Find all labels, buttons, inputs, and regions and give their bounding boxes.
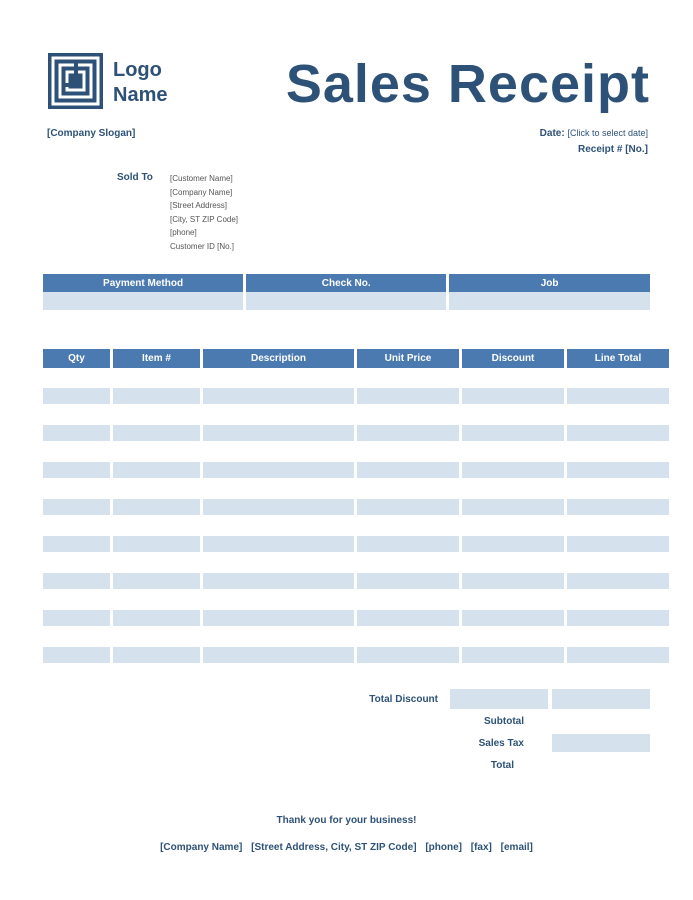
spacer-cell <box>462 478 564 499</box>
spacer-cell <box>113 441 200 462</box>
unit-price-cell[interactable] <box>357 388 459 404</box>
spacer-cell <box>462 552 564 573</box>
spacer-cell <box>357 515 459 536</box>
description-cell[interactable] <box>203 647 354 663</box>
table-row <box>43 462 669 478</box>
logo-icon <box>48 53 103 109</box>
footer-contact <box>0 842 693 853</box>
item-number-cell[interactable] <box>113 610 200 626</box>
total-discount-label: Total Discount <box>369 694 438 705</box>
item-rows <box>43 368 669 663</box>
spacer-cell <box>357 368 459 388</box>
qty-cell[interactable] <box>43 388 110 404</box>
spacer-cell <box>462 626 564 647</box>
table-row <box>43 536 669 552</box>
row-spacer <box>43 626 669 647</box>
item-number-cell[interactable] <box>113 573 200 589</box>
spacer-cell <box>567 404 669 425</box>
spacer-cell <box>203 404 354 425</box>
unit-price-cell[interactable] <box>357 499 459 515</box>
footer-email[interactable]: [email] <box>500 842 533 853</box>
discount-cell[interactable] <box>462 573 564 589</box>
discount-cell[interactable] <box>462 499 564 515</box>
spacer-cell <box>567 626 669 647</box>
item-number-header: Item # <box>113 349 200 368</box>
check-no-header: Check No. <box>246 274 446 292</box>
job-header: Job <box>449 274 650 292</box>
spacer-cell <box>567 441 669 462</box>
spacer-cell <box>43 626 110 647</box>
spacer-cell <box>357 589 459 610</box>
line-total-cell[interactable] <box>567 573 669 589</box>
job-cell[interactable] <box>449 292 650 310</box>
item-number-cell[interactable] <box>113 536 200 552</box>
spacer-cell <box>43 441 110 462</box>
discount-cell[interactable] <box>462 610 564 626</box>
qty-cell[interactable] <box>43 647 110 663</box>
spacer-cell <box>203 368 354 388</box>
spacer-cell <box>357 441 459 462</box>
description-cell[interactable] <box>203 610 354 626</box>
unit-price-cell[interactable] <box>357 647 459 663</box>
logo-line1: Logo <box>113 59 162 81</box>
receipt-number-line <box>578 144 648 155</box>
discount-cell[interactable] <box>462 647 564 663</box>
date-label: Date: <box>539 128 565 139</box>
unit-price-cell[interactable] <box>357 536 459 552</box>
spacer-cell <box>43 368 110 388</box>
description-cell[interactable] <box>203 573 354 589</box>
spacer-cell <box>462 368 564 388</box>
spacer-cell <box>462 515 564 536</box>
line-total-cell[interactable] <box>567 610 669 626</box>
discount-cell[interactable] <box>462 425 564 441</box>
payment-table <box>40 274 653 310</box>
customer-name-field[interactable]: [Customer Name] <box>170 174 233 183</box>
spacer-cell <box>357 478 459 499</box>
unit-price-cell[interactable] <box>357 425 459 441</box>
table-row <box>43 499 669 515</box>
discount-cell[interactable] <box>462 388 564 404</box>
sold-to-details <box>170 172 238 254</box>
spacer-cell <box>203 478 354 499</box>
receipt-label: Receipt # <box>577 144 623 155</box>
logo-name <box>113 58 167 108</box>
phone-field[interactable]: [phone] <box>170 228 197 238</box>
spacer-cell <box>43 515 110 536</box>
description-header: Description <box>203 349 354 368</box>
line-total-cell[interactable] <box>567 499 669 515</box>
date-line <box>540 128 648 139</box>
spacer-cell <box>113 552 200 573</box>
subtotal-label: Subtotal <box>484 716 524 727</box>
street-address-field[interactable]: [Street Address] <box>170 201 227 211</box>
spacer-cell <box>113 478 200 499</box>
unit-price-header: Unit Price <box>357 349 459 368</box>
total-discount-value-cell[interactable] <box>552 689 650 709</box>
line-total-cell[interactable] <box>567 536 669 552</box>
row-spacer <box>43 589 669 610</box>
qty-cell[interactable] <box>43 610 110 626</box>
date-picker[interactable]: [Click to select date] <box>567 128 648 138</box>
description-cell[interactable] <box>203 462 354 478</box>
spacer-cell <box>203 552 354 573</box>
row-spacer <box>43 552 669 573</box>
check-no-cell[interactable] <box>246 292 446 310</box>
line-total-cell[interactable] <box>567 647 669 663</box>
spacer-cell <box>113 626 200 647</box>
page-title: Sales Receipt <box>285 54 650 114</box>
unit-price-cell[interactable] <box>357 573 459 589</box>
description-cell[interactable] <box>203 388 354 404</box>
item-number-cell[interactable] <box>113 647 200 663</box>
qty-cell[interactable] <box>43 462 110 478</box>
footer-phone[interactable]: [phone] <box>425 842 462 853</box>
qty-cell[interactable] <box>43 425 110 441</box>
total-discount-cell[interactable] <box>450 689 548 709</box>
spacer-cell <box>43 404 110 425</box>
footer-fax[interactable]: [fax] <box>470 842 492 853</box>
spacer-cell <box>567 589 669 610</box>
row-spacer <box>43 478 669 499</box>
footer-address[interactable]: [Street Address, City, ST ZIP Code] <box>251 842 417 853</box>
sales-tax-cell[interactable] <box>552 734 650 752</box>
table-row <box>43 573 669 589</box>
spacer-cell <box>113 404 200 425</box>
spacer-cell <box>567 368 669 388</box>
qty-header: Qty <box>43 349 110 368</box>
spacer-cell <box>113 515 200 536</box>
discount-cell[interactable] <box>462 536 564 552</box>
line-total-header: Line Total <box>567 349 669 368</box>
items-table <box>40 349 672 663</box>
unit-price-cell[interactable] <box>357 462 459 478</box>
item-number-cell[interactable] <box>113 499 200 515</box>
row-spacer <box>43 441 669 462</box>
unit-price-cell[interactable] <box>357 610 459 626</box>
logo-line2: Name <box>113 84 168 106</box>
item-number-cell[interactable] <box>113 388 200 404</box>
qty-cell[interactable] <box>43 499 110 515</box>
thank-you-message: Thank you for your business! <box>276 815 417 826</box>
spacer-cell <box>43 589 110 610</box>
description-cell[interactable] <box>203 536 354 552</box>
customer-id-field[interactable]: Customer ID [No.] <box>170 241 235 251</box>
payment-method-cell[interactable] <box>43 292 243 310</box>
receipt-number-field[interactable]: [No.] <box>625 144 648 155</box>
spacer-cell <box>567 515 669 536</box>
total-label: Total <box>490 760 514 771</box>
item-number-cell[interactable] <box>113 462 200 478</box>
table-row <box>43 647 669 663</box>
table-row <box>43 388 669 404</box>
spacer-cell <box>462 589 564 610</box>
item-number-cell[interactable] <box>113 425 200 441</box>
company-slogan[interactable]: [Company Slogan] <box>47 128 136 139</box>
spacer-cell <box>357 404 459 425</box>
company-name-field[interactable]: [Company Name] <box>170 187 233 197</box>
spacer-cell <box>567 478 669 499</box>
row-spacer <box>43 515 669 536</box>
line-total-cell[interactable] <box>567 462 669 478</box>
discount-header: Discount <box>462 349 564 368</box>
discount-cell[interactable] <box>462 462 564 478</box>
spacer-cell <box>203 589 354 610</box>
qty-cell[interactable] <box>43 536 110 552</box>
sales-tax-label: Sales Tax <box>478 738 524 749</box>
city-state-zip-field[interactable]: [City, ST ZIP Code] <box>170 214 239 224</box>
line-total-cell[interactable] <box>567 425 669 441</box>
spacer-cell <box>43 552 110 573</box>
description-cell[interactable] <box>203 499 354 515</box>
spacer-cell <box>357 552 459 573</box>
line-total-cell[interactable] <box>567 388 669 404</box>
row-spacer <box>43 404 669 425</box>
row-spacer <box>43 368 669 388</box>
spacer-cell <box>113 368 200 388</box>
payment-method-header: Payment Method <box>43 274 243 292</box>
spacer-cell <box>462 441 564 462</box>
qty-cell[interactable] <box>43 573 110 589</box>
spacer-cell <box>203 515 354 536</box>
spacer-cell <box>113 589 200 610</box>
spacer-cell <box>203 626 354 647</box>
spacer-cell <box>203 441 354 462</box>
spacer-cell <box>462 404 564 425</box>
table-row <box>43 425 669 441</box>
spacer-cell <box>567 552 669 573</box>
footer-company-name[interactable]: [Company Name] <box>160 842 243 853</box>
sold-to-label: Sold To <box>117 172 153 183</box>
table-row <box>43 610 669 626</box>
spacer-cell <box>43 478 110 499</box>
description-cell[interactable] <box>203 425 354 441</box>
spacer-cell <box>357 626 459 647</box>
